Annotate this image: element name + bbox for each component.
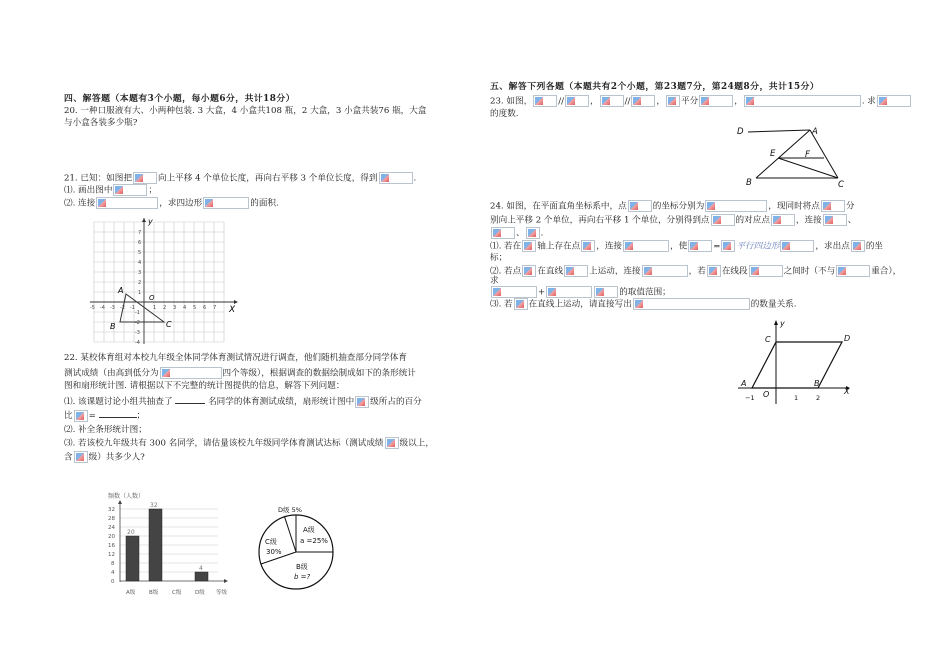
q24-text: 别向上平移 2 个单位，再向右平移 1 个单位，分别得到点: [490, 215, 710, 226]
q21-text-a: 21. 已知：如图把: [64, 173, 132, 184]
formula-image: [113, 184, 147, 196]
q24-text: 的坐: [865, 241, 884, 252]
formula-image: [628, 200, 652, 212]
grid-x-tick: -2: [120, 305, 125, 311]
fig23-label-b: B: [746, 178, 752, 188]
q24-text: 上运动，连接: [589, 266, 641, 277]
bar-category: C级: [172, 590, 182, 596]
formula-image: [385, 437, 399, 449]
section-4-title: 四、解答题（本题有3个小题，每小题6分，共计18分）: [64, 94, 296, 104]
grid-origin-label: O: [149, 294, 155, 302]
formula-image: [514, 298, 528, 310]
grid-x-tick: 7: [213, 305, 217, 311]
grid-x-tick: 6: [203, 305, 207, 311]
formula-image: [633, 298, 750, 310]
formula-image: [851, 240, 865, 252]
q20-line2: 与小盒各装多少瓶?: [64, 118, 138, 128]
q24-text: 在直线: [537, 266, 564, 277]
formula-image: [522, 240, 536, 252]
fig24-label-y: y: [780, 319, 785, 328]
q24-text: .: [540, 228, 544, 239]
q24-text: 轴上存在点: [537, 241, 581, 252]
q24-sub3: [490, 298, 797, 310]
q22-sub1-f: ；: [136, 411, 146, 421]
formula-image: [721, 240, 735, 252]
grid-point-c: C: [166, 320, 172, 329]
q21-sub2-end: 的面积.: [250, 198, 279, 209]
formula-image: [522, 265, 536, 277]
grid-y-tick: 6: [138, 240, 142, 246]
answer-blank[interactable]: [99, 409, 137, 418]
pie-label-a-value: a =25%: [300, 537, 328, 545]
formula-image: [74, 451, 88, 463]
pie-label-a: A级: [303, 526, 315, 534]
fig24-tick: 2: [816, 394, 821, 402]
q24-text: 的数量关系.: [750, 299, 797, 310]
q22-sub1: [64, 395, 422, 408]
formula-image: [355, 396, 369, 408]
fig23-label-c: C: [838, 180, 844, 190]
grid-x-tick: 2: [163, 305, 167, 311]
q24-line2: [490, 214, 856, 226]
formula-image: [526, 227, 540, 239]
bar-category: A级: [126, 590, 136, 596]
formula-image: [823, 214, 847, 226]
bar-d: [195, 572, 208, 581]
formula-image: [877, 95, 911, 107]
q23-text: 23. 如图，: [490, 96, 533, 107]
fig23-label-f: F: [805, 150, 810, 160]
fig24-label-d: D: [844, 334, 851, 343]
q20-line1: 20. 一种口服液有大、小两种包装. 3 大盒，4 小盒共108 瓶，2 大盒，3 小盒共装76 瓶，大盒: [64, 106, 427, 116]
formula-image: [711, 214, 735, 226]
q24-text: 重合），: [871, 266, 902, 277]
coordinate-grid-figure: [86, 218, 242, 346]
q21-sub2: [64, 197, 279, 209]
fig24-label-o: O: [763, 390, 770, 399]
formula-image: [631, 95, 655, 107]
bar-chart: [98, 490, 240, 602]
q22-line2-b: 四个等级），根据调查的数据绘制成如下的条形统计: [222, 368, 416, 379]
fig24-label-c: C: [765, 335, 771, 344]
answer-blank[interactable]: [175, 395, 205, 404]
formula-image: [491, 286, 537, 298]
grid-x-tick: -3: [110, 305, 115, 311]
grid-x-tick: -1: [130, 305, 135, 311]
formula-image: [705, 200, 767, 212]
q23-sym: . 求: [861, 96, 876, 107]
bar-a: [126, 536, 139, 581]
grid-x-tick: 3: [173, 305, 177, 311]
q24-text: ，若: [688, 266, 706, 277]
q24-text: ⑴. 若在: [490, 241, 522, 252]
q24-sub2-cont2: [490, 286, 671, 298]
q24-text: ，现同时将点: [768, 201, 820, 212]
q24-sub1: [490, 240, 883, 252]
q22-sub3-d: 级）共多少人?: [88, 452, 145, 463]
formula-image: [707, 265, 721, 277]
q22-sub3-cont: [64, 451, 145, 463]
formula-image: [771, 214, 795, 226]
q24-text: 24. 如图，在平面直角坐标系中，点: [490, 201, 627, 212]
q24-text: 的对应点: [735, 215, 770, 226]
q24-text: ，连接: [795, 215, 822, 226]
q21-sub2-text: ⑵. 连接: [64, 198, 96, 209]
formula-image: [581, 240, 595, 252]
q22-sub1-b: 名同学的体育测试成绩，扇形统计图中: [208, 397, 355, 407]
grid-y-tick: -2: [135, 320, 140, 326]
grid-x-tick: 1: [153, 305, 157, 311]
grid-y-tick: -4: [135, 340, 140, 346]
q23-sym: ，: [656, 96, 665, 107]
formula-image: [594, 286, 618, 298]
fig23-label-d: D: [737, 127, 744, 137]
bar-ytick: 24: [108, 525, 115, 531]
q22-sub3-c: 含: [64, 452, 73, 463]
q22-line2-a: 测试成绩（由高到低分为: [64, 368, 159, 379]
formula-image: [744, 95, 861, 107]
bar-value-label: 4: [199, 565, 203, 572]
grid-x-tick: 5: [193, 305, 197, 311]
formula-image: [666, 95, 680, 107]
formula-image: [491, 227, 515, 239]
q22-sub2: ⑵. 补全条形统计图；: [64, 425, 147, 435]
pie-label-d: D级 5%: [278, 506, 302, 514]
grid-x-tick: 4: [183, 305, 187, 311]
bar-value-label: 20: [127, 529, 135, 536]
q24-text: 的坐标分别为: [652, 201, 705, 212]
bar-category: D级: [195, 590, 205, 596]
pie-label-b: B级: [296, 563, 308, 571]
formula-image: [749, 265, 783, 277]
grid-point-b: B: [110, 322, 116, 331]
q24-text: ，连接: [596, 241, 623, 252]
grid-y-tick: 2: [138, 280, 142, 286]
fig24-tick: 1: [794, 394, 799, 402]
formula-image: [203, 197, 249, 209]
formula-image: [564, 265, 588, 277]
q24-text: ，使: [670, 241, 688, 252]
q24-text: 分: [845, 201, 855, 212]
grid-y-tick: 7: [138, 230, 142, 236]
q24-sub2-cont1: 求: [490, 276, 499, 286]
fig24-label-x: X: [844, 387, 850, 396]
grid-y-tick: 4: [138, 260, 142, 266]
q24-text: 在直线上运动，请直接写出: [528, 299, 632, 310]
formula-image: [780, 240, 814, 252]
grid-x-tick: -4: [100, 305, 105, 311]
q21-sub1-end: ；: [148, 185, 158, 196]
formula-image: [74, 410, 88, 422]
q21-text-b: 向上平移 4 个单位长度，再向右平移 3 个单位长度，得到: [157, 173, 378, 184]
q22-sub1-cont: [64, 409, 145, 422]
bar-category: 等级: [216, 590, 228, 596]
formula-image: [160, 367, 222, 379]
bar-ytick: 16: [108, 543, 115, 549]
q24-text: ⑶. 若: [490, 299, 513, 310]
formula-image: [565, 95, 589, 107]
q24-text: =: [713, 241, 721, 252]
pie-label-c-value: 30%: [266, 548, 282, 556]
q22-sub1-e: =: [88, 411, 96, 421]
formula-image: [688, 240, 712, 252]
fig24-tick: −1: [745, 394, 755, 402]
q23-sym: ，: [589, 96, 599, 107]
q23-sym: //: [558, 96, 564, 107]
pie-label-b-value: b =?: [294, 573, 311, 581]
parallelogram-figure: [736, 316, 860, 406]
formula-image: [96, 197, 158, 209]
q24-text: 、: [847, 215, 857, 226]
bar-ytick: 0: [111, 579, 115, 585]
bar-value-label: 32: [150, 502, 158, 509]
q24-text: 的取值范围；: [619, 287, 671, 298]
q21-sub2-mid: ，求四边形: [159, 198, 203, 209]
grid-point-a: A: [118, 286, 124, 295]
pie-chart: [252, 502, 342, 594]
q23-line2: 的度数.: [490, 109, 519, 119]
q24-line1: [490, 200, 854, 212]
q24-text: 之间时（不与: [783, 266, 836, 277]
triangle-figure: [734, 124, 854, 190]
q21-sub1-text: ⑴. 画出图中: [64, 185, 113, 196]
q21-line1: [64, 172, 416, 184]
q24-text: 平行四边形: [736, 241, 780, 252]
q23-line1: [490, 95, 912, 107]
q21-sub1: [64, 184, 157, 196]
q24-line3: [490, 227, 543, 239]
grid-y-tick: -1: [135, 310, 140, 316]
grid-y-tick: 3: [138, 270, 142, 276]
grid-y-tick: -3: [135, 330, 140, 336]
q24-sub1-cont: 标；: [490, 253, 508, 263]
q24-text: 、: [516, 228, 525, 239]
fig23-label-e: E: [770, 149, 776, 159]
q23-sym: //: [624, 96, 631, 107]
formula-image: [623, 240, 669, 252]
q22-sub3: [64, 437, 434, 449]
q24-text: ⑵. 若点: [490, 266, 522, 277]
formula-image: [699, 95, 733, 107]
q22-sub1-a: ⑴. 该课题讨论小组共抽查了: [64, 397, 173, 407]
q22-sub1-c: 级所占的百分: [370, 397, 422, 407]
q22-line2: [64, 367, 416, 379]
q22-sub1-d: 比: [64, 411, 73, 421]
q22-line1: 22. 某校体育组对本校九年级全体同学体育测试情况进行调查，他们随机抽查部分同学体育: [64, 353, 407, 363]
pie-label-c: C级: [265, 538, 277, 546]
bar-ytick: 4: [111, 570, 115, 576]
q24-text: 在线段: [721, 266, 748, 277]
q23-sym: ，: [734, 96, 743, 107]
grid-y-label: y: [148, 218, 153, 226]
fig24-label-a: A: [741, 379, 747, 388]
q22-line3: 图和扇形统计图. 请根据以下不完整的统计图提供的信息，解答下列问题：: [64, 381, 345, 391]
q22-sub3-b: 级以上，: [399, 438, 434, 449]
bar-ytick: 8: [111, 561, 115, 567]
bar-chart-ylabel: 频数（人数）: [108, 493, 145, 500]
bar-b: [149, 509, 162, 581]
q23-sym: 平分: [681, 96, 699, 107]
formula-image: [546, 286, 592, 298]
bar-ytick: 20: [108, 534, 115, 540]
section-5-title: 五、解答下列各题（本题共有2个小题，第23题7分，第24题8分，共计15分）: [490, 82, 820, 92]
bar-category: B级: [149, 590, 159, 596]
grid-x-label: X: [229, 305, 236, 315]
grid-y-tick: 1: [138, 290, 142, 296]
q24-text: ，求出点: [815, 241, 850, 252]
formula-image: [379, 172, 413, 184]
q21-text-c: .: [413, 173, 417, 184]
q22-sub3-a: ⑶. 若该校九年级共有 300 名同学，请估量该校九年级同学体育测试达标（测试成绩: [64, 438, 384, 449]
q24-text: +: [538, 287, 546, 298]
grid-y-tick: 5: [138, 250, 142, 256]
formula-image: [600, 95, 624, 107]
formula-image: [821, 200, 845, 212]
bar-ytick: 12: [108, 552, 115, 558]
q24-sub2: [490, 265, 901, 277]
formula-image: [836, 265, 870, 277]
formula-image: [133, 172, 157, 184]
formula-image: [642, 265, 688, 277]
bar-ytick: 32: [108, 507, 115, 513]
bar-ytick: 28: [108, 516, 115, 522]
fig24-label-b: B: [814, 379, 820, 388]
formula-image: [533, 95, 557, 107]
grid-x-tick: -5: [90, 305, 95, 311]
fig23-label-a: A: [812, 127, 818, 137]
